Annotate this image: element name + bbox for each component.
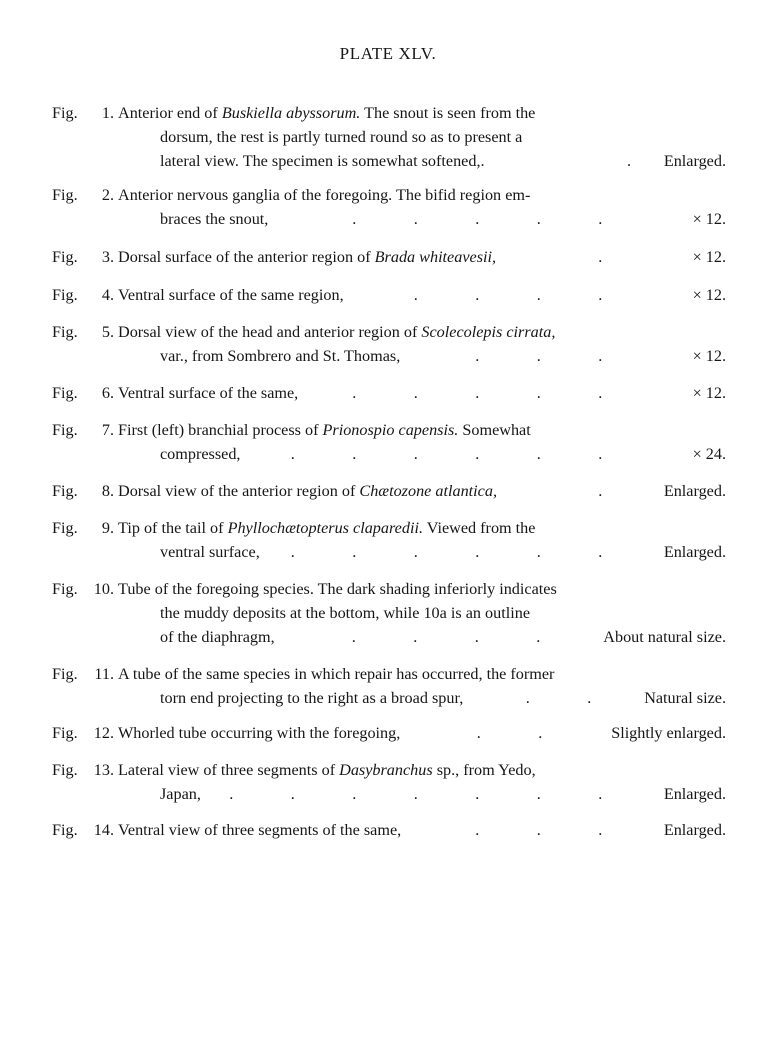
fig-number: 12. bbox=[93, 724, 114, 742]
fig-number: 4. bbox=[101, 286, 114, 304]
fig-label: Fig. bbox=[52, 421, 78, 439]
magnification: × 12. bbox=[692, 248, 726, 266]
fig-number: 7. bbox=[101, 421, 114, 439]
leader-dots: . . bbox=[525, 689, 592, 707]
caption-line-2: var., from Sombrero and St. Thomas, bbox=[160, 347, 401, 365]
fig-label: Fig. bbox=[52, 323, 78, 341]
caption-line-1: Ventral view of three segments of the same, bbox=[118, 821, 402, 839]
fig-label: Fig. bbox=[52, 186, 78, 204]
magnification: × 12. bbox=[692, 384, 726, 402]
caption-line-2: ventral surface, bbox=[160, 543, 260, 561]
magnification: Slightly enlarged. bbox=[611, 724, 726, 742]
fig-number: 9. bbox=[101, 519, 114, 537]
caption-line-1: Dorsal view of the head and anterior region of Scolecolepis cirrata, bbox=[118, 323, 556, 341]
leader-dots: . . . . . . bbox=[290, 445, 603, 463]
magnification: × 24. bbox=[692, 445, 726, 463]
species-name: Brada whiteavesii, bbox=[374, 248, 497, 266]
caption-line-2: dorsum, the rest is partly turned round so as to present a bbox=[160, 128, 523, 146]
fig-label: Fig. bbox=[52, 482, 78, 500]
leader-dots: . . . . . bbox=[352, 210, 603, 228]
fig-number: 5. bbox=[101, 323, 114, 341]
plate-title: PLATE XLV. bbox=[339, 44, 437, 63]
fig-number: 2. bbox=[101, 186, 114, 204]
caption-line-3: lateral view. The specimen is somewhat softened,. bbox=[160, 152, 485, 170]
species-name: Chætozone atlantica, bbox=[359, 482, 497, 500]
leader-dots: . . . . bbox=[413, 286, 603, 304]
fig-number: 13. bbox=[93, 761, 114, 779]
fig-number: 14. bbox=[93, 821, 114, 839]
species-name: Scolecolepis cirrata, bbox=[421, 323, 556, 341]
caption-line-1: Anterior end of Buskiella abyssorum. The snout is seen from the bbox=[118, 104, 536, 122]
fig-number: 11. bbox=[94, 665, 114, 683]
leader-dots: . . . . . . bbox=[290, 543, 603, 561]
caption-line-1: Whorled tube occurring with the foregoing, bbox=[118, 724, 401, 742]
caption-line-1: Anterior nervous ganglia of the foregoing. The bifid region em- bbox=[118, 186, 531, 204]
caption-line-1: Dorsal view of the anterior region of Chætozone atlantica, bbox=[118, 482, 497, 500]
caption-line-2: torn end projecting to the right as a broad spur, bbox=[160, 689, 464, 707]
caption-line-1: A tube of the same species in which repair has occurred, the former bbox=[118, 665, 555, 683]
leader-dots: . . . bbox=[475, 821, 603, 839]
fig-label: Fig. bbox=[52, 384, 78, 402]
magnification: Enlarged. bbox=[663, 482, 726, 500]
fig-label: Fig. bbox=[52, 286, 78, 304]
leader-dots: . bbox=[598, 482, 603, 500]
magnification: Enlarged. bbox=[663, 152, 726, 170]
fig-label: Fig. bbox=[52, 821, 78, 839]
magnification: About natural size. bbox=[603, 628, 726, 646]
leader-dots: . . bbox=[476, 724, 543, 742]
leader-dots: . . . . . bbox=[352, 384, 603, 402]
leader-dots: . bbox=[598, 248, 603, 266]
fig-label: Fig. bbox=[52, 761, 78, 779]
caption-line-1: Dorsal surface of the anterior region of Brada whiteavesii, bbox=[118, 248, 497, 266]
caption-line-1: Tip of the tail of Phyllochætopterus claparedii. Viewed from the bbox=[118, 519, 536, 537]
caption-line-2: the muddy deposits at the bottom, while 10a is an outline bbox=[160, 604, 531, 622]
caption-line-1: Ventral surface of the same region, bbox=[118, 286, 344, 304]
fig-number: 1. bbox=[101, 104, 114, 122]
leader-dots: . . . . . . . bbox=[229, 785, 603, 803]
fig-label: Fig. bbox=[52, 724, 78, 742]
caption-line-1: Tube of the foregoing species. The dark shading inferiorly indicates bbox=[118, 580, 557, 598]
magnification: × 12. bbox=[692, 286, 726, 304]
fig-number: 8. bbox=[101, 482, 114, 500]
caption-line-1: Ventral surface of the same, bbox=[118, 384, 299, 402]
magnification: Enlarged. bbox=[663, 543, 726, 561]
caption-line-1: Lateral view of three segments of Dasybranchus sp., from Yedo, bbox=[118, 761, 536, 779]
magnification: Natural size. bbox=[644, 689, 726, 707]
caption-line-2: compressed, bbox=[160, 445, 241, 463]
species-name: Phyllochætopterus claparedii. bbox=[227, 519, 423, 537]
magnification: × 12. bbox=[692, 347, 726, 365]
caption-line-3: of the diaphragm, bbox=[160, 628, 275, 646]
species-name: Buskiella abyssorum. bbox=[221, 104, 361, 122]
magnification: Enlarged. bbox=[663, 785, 726, 803]
species-name: Prionospio capensis. bbox=[322, 421, 459, 439]
magnification: × 12. bbox=[692, 210, 726, 228]
leader-dots: . . . . bbox=[351, 628, 541, 646]
magnification: Enlarged. bbox=[663, 821, 726, 839]
fig-label: Fig. bbox=[52, 580, 78, 598]
leader-dots: . . . bbox=[475, 347, 603, 365]
fig-label: Fig. bbox=[52, 104, 78, 122]
species-name: Dasybranchus bbox=[339, 761, 433, 779]
caption-line-2: Japan, bbox=[160, 785, 201, 803]
fig-label: Fig. bbox=[52, 665, 78, 683]
fig-number: 10. bbox=[93, 580, 114, 598]
fig-number: 3. bbox=[101, 248, 114, 266]
fig-number: 6. bbox=[101, 384, 114, 402]
caption-line-2: braces the snout, bbox=[160, 210, 269, 228]
leader-dots: . bbox=[626, 152, 631, 170]
caption-line-1: First (left) branchial process of Prionospio capensis. Somewhat bbox=[118, 421, 531, 439]
fig-label: Fig. bbox=[52, 519, 78, 537]
fig-label: Fig. bbox=[52, 248, 78, 266]
